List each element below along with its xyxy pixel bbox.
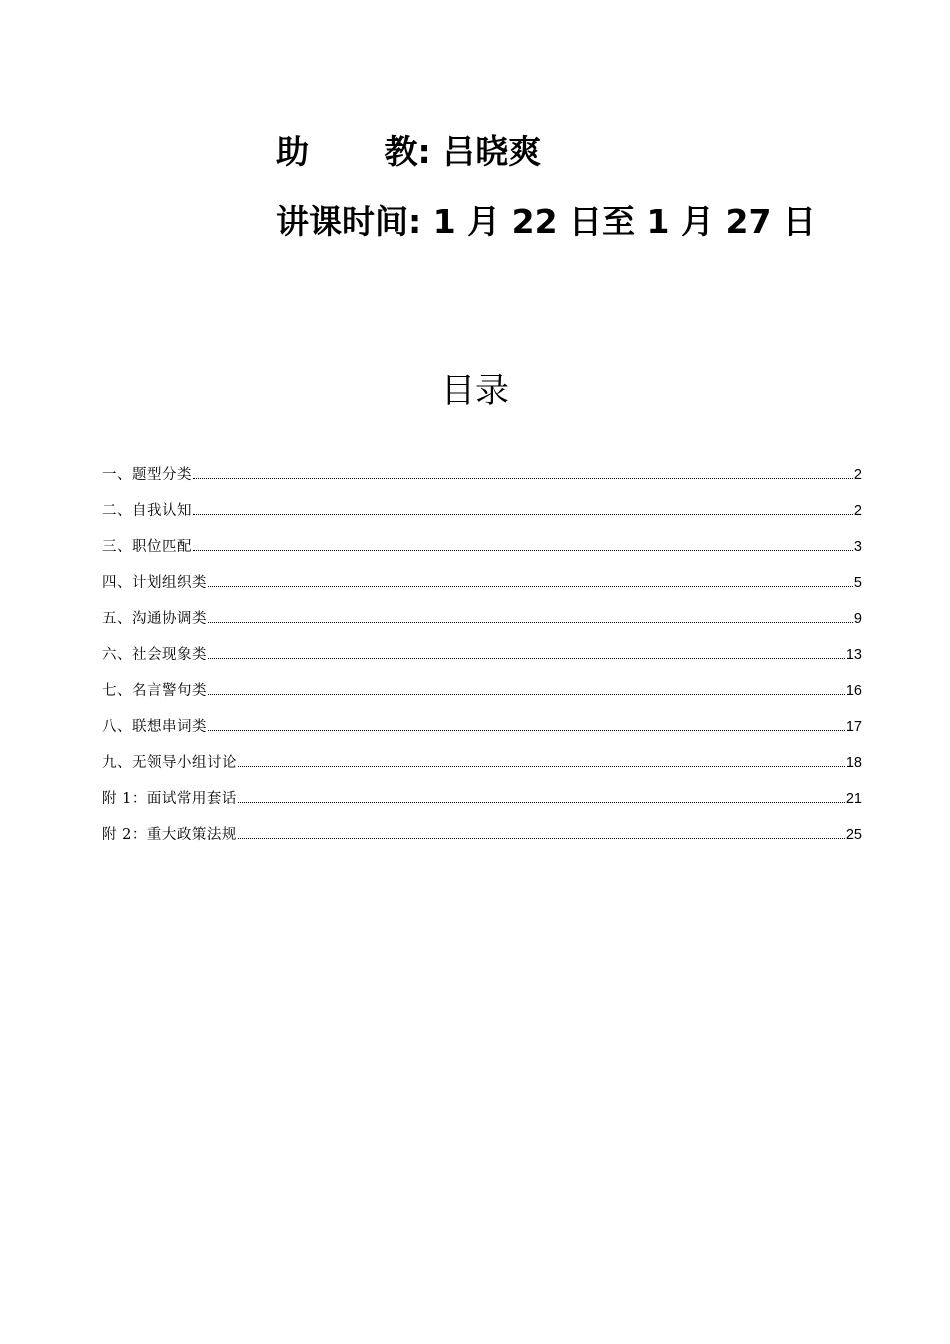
toc-entry[interactable] xyxy=(102,644,862,680)
toc-entry[interactable] xyxy=(102,824,862,860)
toc-entry-page: 16 xyxy=(845,683,862,699)
toc-entry-page: 3 xyxy=(853,539,862,555)
schedule-value: 1 月 22 日至 1 月 27 日 xyxy=(432,202,816,241)
toc-entry[interactable] xyxy=(102,680,862,716)
toc-dot-leader xyxy=(208,585,853,587)
toc-entry-page: 21 xyxy=(845,791,862,807)
toc-entry-page: 5 xyxy=(853,575,862,591)
toc-entry[interactable] xyxy=(102,572,862,608)
toc-entry-text: 五、沟通协调类 xyxy=(102,611,207,627)
toc-entry-text: 四、计划组织类 xyxy=(102,575,207,591)
assistant-name: 吕晓爽 xyxy=(442,132,542,171)
toc-entry-page: 18 xyxy=(845,755,862,771)
toc-entry-page: 17 xyxy=(845,719,862,735)
toc-dot-leader xyxy=(208,729,845,731)
toc-title: 目录 xyxy=(441,371,509,411)
toc-entry[interactable] xyxy=(102,536,862,572)
toc-entry-text: 二、自我认知 xyxy=(102,503,192,519)
toc-dot-leader xyxy=(208,693,845,695)
toc-entry[interactable] xyxy=(102,752,862,788)
toc-entry-text: 六、社会现象类 xyxy=(102,647,207,663)
toc-entry-text: 一、题型分类 xyxy=(102,467,192,483)
toc-entry-page: 2 xyxy=(853,503,862,519)
toc-entry-page: 13 xyxy=(845,647,862,663)
toc-entry-text: 三、职位匹配 xyxy=(102,539,192,555)
assistant-label-first-char: 助 xyxy=(276,132,309,171)
toc-entry[interactable] xyxy=(102,608,862,644)
toc-dot-leader xyxy=(208,657,845,659)
toc-entry-page: 9 xyxy=(853,611,862,627)
assistant-line xyxy=(276,132,541,172)
toc-entry-text: 八、联想串词类 xyxy=(102,719,207,735)
toc-list xyxy=(102,464,862,860)
toc-entry[interactable] xyxy=(102,788,862,824)
toc-entry[interactable] xyxy=(102,500,862,536)
toc-dot-leader xyxy=(193,513,853,515)
toc-dot-leader xyxy=(238,801,845,803)
toc-entry-text: 附 2：重大政策法规 xyxy=(102,827,237,843)
schedule-label: 讲课时间: xyxy=(276,202,422,241)
toc-entry[interactable] xyxy=(102,716,862,752)
schedule-line xyxy=(276,202,816,242)
assistant-label-second-char: 教: xyxy=(384,132,431,171)
toc-entry-text: 九、无领导小组讨论 xyxy=(102,755,237,771)
toc-entry[interactable] xyxy=(102,464,862,500)
toc-dot-leader xyxy=(193,549,853,551)
toc-dot-leader xyxy=(193,477,853,479)
toc-entry-text: 七、名言警句类 xyxy=(102,683,207,699)
toc-entry-text: 附 1：面试常用套话 xyxy=(102,791,237,807)
toc-dot-leader xyxy=(238,837,845,839)
toc-dot-leader xyxy=(238,765,845,767)
toc-entry-page: 25 xyxy=(845,827,862,843)
toc-entry-page: 2 xyxy=(853,467,862,483)
toc-dot-leader xyxy=(208,621,853,623)
